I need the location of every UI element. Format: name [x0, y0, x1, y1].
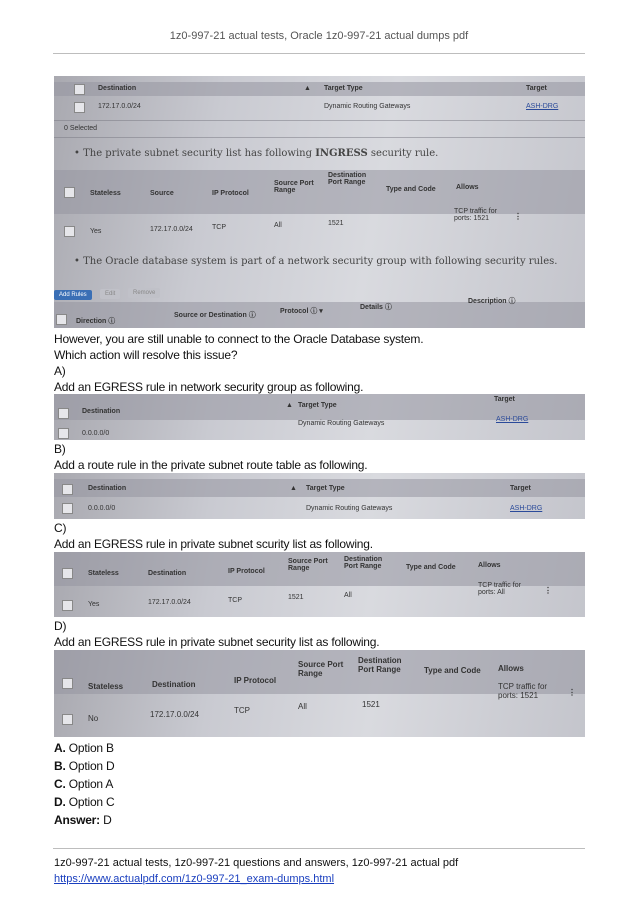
page-header: 1z0-997-21 actual tests, Oracle 1z0-997-21 actual dumps pdf — [169, 30, 469, 42]
screenshot-option-c — [54, 552, 585, 617]
option-c-table-header — [54, 552, 585, 586]
answer-line: Answer: D — [54, 813, 112, 827]
row-checkbox[interactable] — [64, 226, 75, 237]
cell-allows: TCP traffic for ports: All — [478, 582, 521, 596]
cell-stateless: No — [88, 714, 99, 723]
col-allows: Allows — [498, 664, 524, 673]
col-stateless: Stateless — [90, 190, 121, 197]
option-c-table-row — [54, 582, 585, 617]
question-line-1: However, you are still unable to connect to the Oracle Database system. — [54, 332, 424, 346]
more-actions-icon[interactable]: ⋮ — [568, 688, 576, 697]
col-destination: Destination — [82, 408, 121, 415]
screenshot-option-d — [54, 650, 585, 737]
col-target: Target — [526, 85, 547, 92]
row-checkbox[interactable] — [74, 102, 85, 113]
cell-stateless: Yes — [90, 228, 102, 235]
col-protocol: Protocol ⓘ ▾ — [280, 308, 323, 315]
footer-text: 1z0-997-21 actual tests, 1z0-997-21 questions and answers, 1z0-997-21 actual pdf — [54, 857, 459, 869]
cell-destination: 0.0.0.0/0 — [82, 430, 110, 437]
cell-source-port: 1521 — [288, 594, 304, 601]
row-checkbox[interactable] — [62, 714, 73, 725]
option-b-letter: B) — [54, 442, 66, 456]
row-checkbox[interactable] — [62, 600, 73, 611]
option-c-text: Add an EGRESS rule in private subnet scurity list as following. — [54, 537, 373, 551]
sort-up-icon[interactable]: ▲ — [290, 485, 297, 492]
row-checkbox[interactable] — [58, 428, 69, 439]
more-actions-icon[interactable]: ⋮ — [514, 212, 522, 221]
cell-destination: 172.17.0.0/24 — [150, 710, 199, 719]
col-target-type: Target Type — [324, 85, 363, 92]
col-destination: Destination — [152, 680, 196, 689]
cell-source-port: All — [274, 222, 282, 229]
cell-ip-protocol: TCP — [228, 597, 242, 604]
question-line-2: Which action will resolve this issue? — [54, 348, 238, 362]
cell-destination-port: 1521 — [328, 220, 344, 227]
answer-option-b: B. Option D — [54, 759, 115, 773]
cell-ip-protocol: TCP — [212, 224, 226, 231]
col-allows: Allows — [456, 184, 479, 191]
col-ip-protocol: IP Protocol — [212, 190, 249, 197]
remove-button[interactable]: Remove — [128, 288, 160, 298]
col-stateless: Stateless — [88, 570, 119, 577]
col-type-code: Type and Code — [424, 666, 481, 675]
add-rules-button[interactable]: Add Rules — [54, 290, 92, 300]
col-type-code: Type and Code — [406, 564, 456, 571]
nsg-table-header — [54, 298, 585, 328]
option-a-text: Add an EGRESS rule in network security group as following. — [54, 380, 364, 394]
col-type-code: Type and Code — [386, 186, 436, 193]
route-table-header — [54, 82, 585, 96]
cell-stateless: Yes — [88, 601, 100, 608]
col-details: Details ⓘ — [360, 304, 392, 311]
chevron-down-icon[interactable]: ▾ — [319, 308, 323, 315]
option-b-text: Add a route rule in the private subnet route table as following. — [54, 458, 368, 472]
answer-option-a: A. Option B — [54, 741, 114, 755]
option-a-table-row — [54, 416, 585, 440]
col-target-type: Target Type — [306, 485, 345, 492]
col-description: Description ⓘ — [468, 298, 516, 305]
col-ip-protocol: IP Protocol — [228, 568, 265, 575]
cell-destination-port: All — [344, 592, 352, 599]
col-direction: Direction ⓘ — [76, 318, 116, 325]
footer-rule — [53, 848, 585, 849]
footer-link[interactable]: https://www.actualpdf.com/1z0-997-21_exam-dumps.html — [54, 873, 335, 885]
col-target: Target — [494, 396, 515, 403]
info-icon[interactable]: ⓘ — [248, 312, 256, 319]
col-source-port-range: Source Port Range — [298, 660, 344, 678]
option-d-letter: D) — [54, 619, 67, 633]
col-destination: Destination — [88, 485, 127, 492]
select-all-checkbox[interactable] — [74, 84, 85, 95]
col-stateless: Stateless — [88, 682, 124, 691]
cell-destination-port: 1521 — [362, 700, 380, 709]
cell-allows: TCP traffic for ports: 1521 — [454, 208, 497, 222]
select-all-checkbox[interactable] — [58, 408, 69, 419]
cell-source: 172.17.0.0/24 — [150, 226, 193, 233]
answer-option-c: C. Option A — [54, 777, 114, 791]
cell-target-type: Dynamic Routing Gateways — [324, 103, 411, 110]
cell-allows: TCP traffic for ports: 1521 — [498, 682, 548, 700]
selection-bar — [54, 120, 585, 138]
cell-destination: 172.17.0.0/24 — [98, 103, 141, 110]
ingress-table-row — [54, 208, 585, 242]
option-c-letter: C) — [54, 521, 67, 535]
info-icon[interactable]: ⓘ — [108, 318, 116, 325]
sort-up-icon[interactable]: ▲ — [304, 85, 311, 92]
col-destination: Destination — [148, 570, 187, 577]
col-target-type: Target Type — [298, 402, 337, 409]
select-all-checkbox[interactable] — [62, 568, 73, 579]
col-destination-port-range: Destination Port Range — [344, 556, 383, 570]
answer-option-d: D. Option C — [54, 795, 115, 809]
sort-up-icon[interactable]: ▲ — [286, 402, 293, 409]
row-checkbox[interactable] — [62, 503, 73, 514]
cell-target-link[interactable]: ASH-DRG — [526, 103, 559, 110]
cell-target-type: Dynamic Routing Gateways — [298, 420, 385, 427]
col-source: Source — [150, 190, 174, 197]
cell-target-link[interactable]: ASH-DRG — [496, 416, 529, 423]
more-actions-icon[interactable]: ⋮ — [544, 586, 552, 595]
selected-count: 0 Selected — [64, 125, 98, 132]
cell-ip-protocol: TCP — [234, 706, 250, 715]
screenshot-network-config — [54, 76, 585, 328]
col-source-port-range: Source Port Range — [288, 558, 328, 572]
col-target: Target — [510, 485, 531, 492]
info-icon[interactable]: ⓘ — [384, 304, 392, 311]
col-source-port-range: Source Port Range — [274, 180, 314, 194]
option-d-text: Add an EGRESS rule in private subnet security list as following. — [54, 635, 380, 649]
header-rule — [53, 53, 585, 54]
info-icon[interactable]: ⓘ — [310, 308, 318, 315]
edit-button[interactable]: Edit — [100, 289, 120, 299]
select-all-checkbox[interactable] — [62, 678, 73, 689]
cell-source-port: All — [298, 702, 307, 711]
col-source-destination: Source or Destination ⓘ — [174, 312, 256, 319]
cell-target-link[interactable]: ASH-DRG — [510, 505, 543, 512]
col-allows: Allows — [478, 562, 501, 569]
select-all-checkbox[interactable] — [62, 484, 73, 495]
ingress-bullet: • The private subnet security list has following INGRESS security rule. — [74, 148, 439, 159]
cell-destination: 0.0.0.0/0 — [88, 505, 116, 512]
screenshot-option-a — [54, 394, 585, 440]
col-destination-port-range: Destination Port Range — [358, 656, 402, 674]
screenshot-option-b — [54, 473, 585, 519]
col-ip-protocol: IP Protocol — [234, 676, 277, 685]
nsg-bullet: • The Oracle database system is part of a network security group with following security rules. — [74, 256, 558, 267]
cell-target-type: Dynamic Routing Gateways — [306, 505, 393, 512]
select-all-checkbox[interactable] — [64, 187, 75, 198]
select-all-checkbox[interactable] — [56, 314, 67, 325]
info-icon[interactable]: ⓘ — [508, 298, 516, 305]
option-a-letter: A) — [54, 364, 66, 378]
option-b-table-row — [54, 499, 585, 519]
col-destination-port-range: Destination Port Range — [328, 172, 367, 186]
cell-destination: 172.17.0.0/24 — [148, 599, 191, 606]
col-destination: Destination — [98, 85, 137, 92]
option-b-table-header — [54, 479, 585, 497]
route-table-row — [54, 100, 585, 114]
